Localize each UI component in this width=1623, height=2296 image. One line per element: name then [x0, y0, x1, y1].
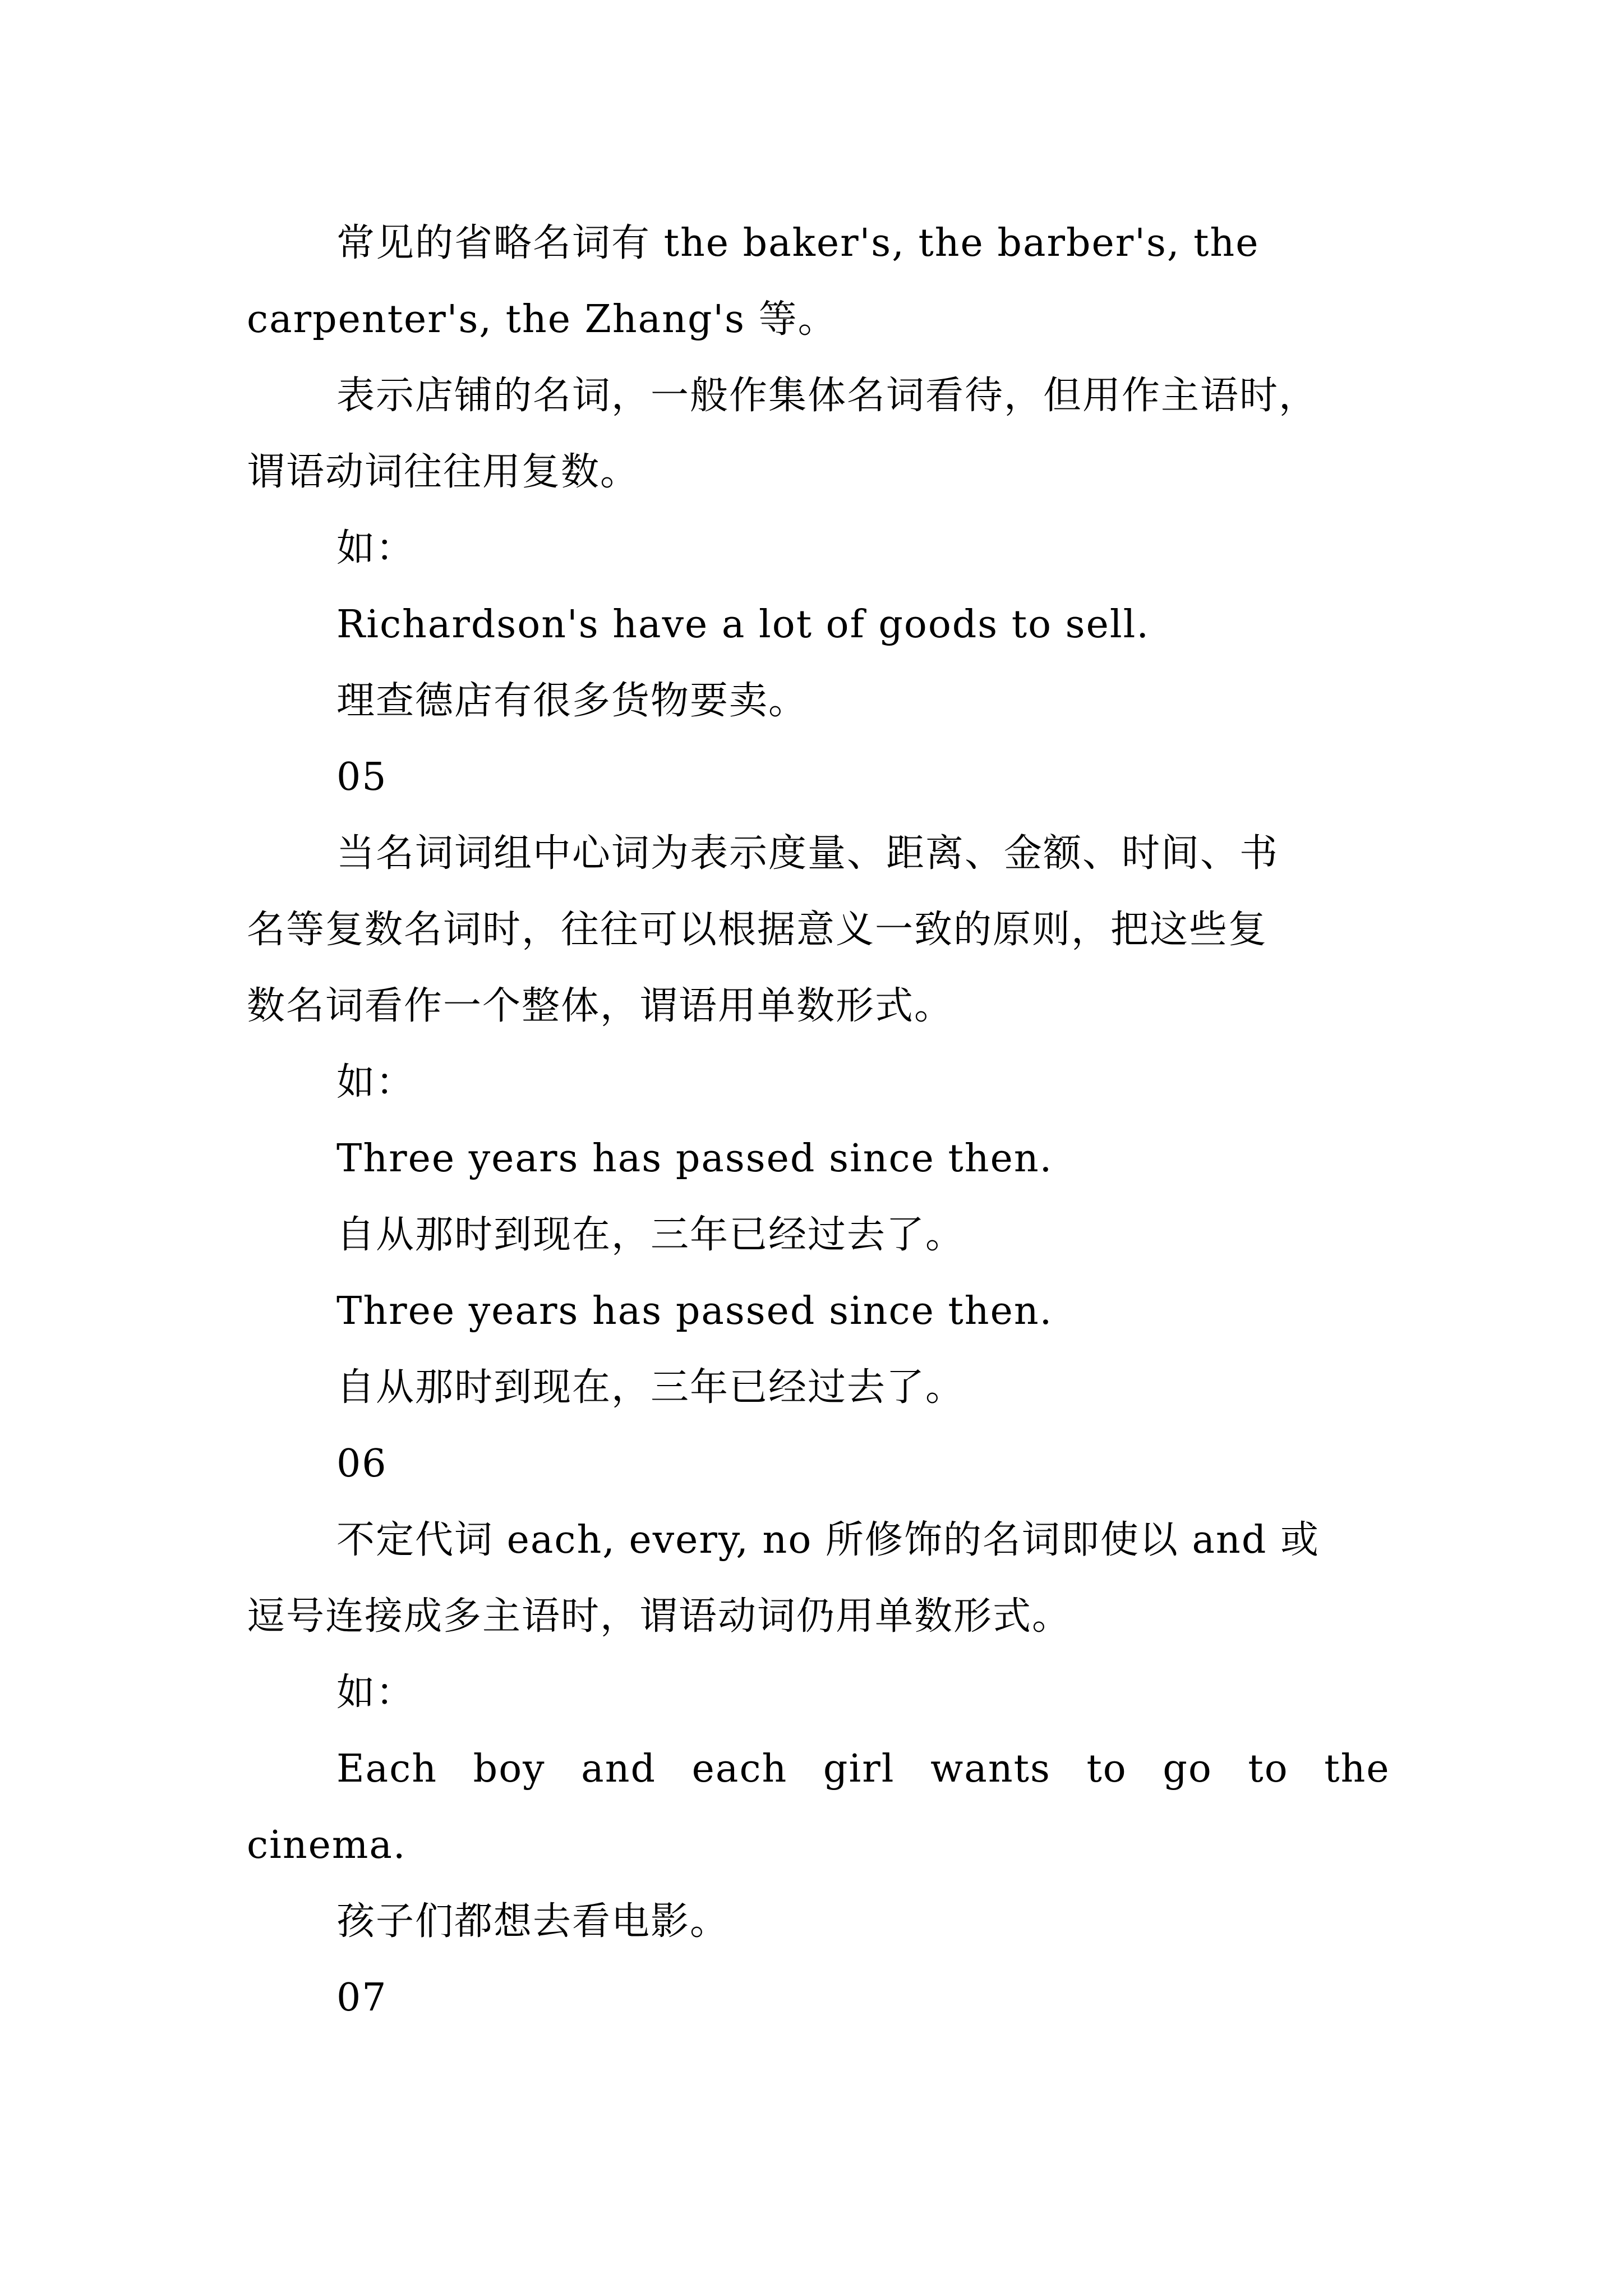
text-line: 谓语动词往往用复数。 [247, 450, 640, 494]
text-line: 自从那时到现在，三年已经过去了。 [336, 1213, 965, 1257]
text-line: 自从那时到现在，三年已经过去了。 [336, 1365, 965, 1410]
section-number: 07 [336, 1976, 388, 2020]
text-line: 如： [336, 1060, 416, 1105]
text-line: 数名词看作一个整体，谓语用单数形式。 [247, 984, 954, 1028]
text-line: Three years has passed since then. [336, 1137, 1053, 1181]
text-line: Each boy and each girl wants to go to the [336, 1747, 1390, 1791]
text-line: 当名词词组中心词为表示度量、距离、金额、时间、书 [336, 831, 1279, 876]
text-line: 不定代词 each, every, no 所修饰的名词即使以 and 或 [336, 1518, 1320, 1562]
text-line: 孩子们都想去看电影。 [336, 1899, 730, 1944]
text-line: 理查德店有很多货物要卖。 [336, 679, 808, 723]
text-line: 常见的省略名词有 the baker's, the barber's, the [336, 221, 1260, 265]
text-line: 表示店铺的名词，一般作集体名词看待，但用作主语时， [336, 374, 1318, 418]
text-line: 如： [336, 1671, 416, 1715]
text-line: Richardson's have a lot of goods to sell. [336, 602, 1150, 647]
text-line: carpenter's, the Zhang's 等。 [247, 297, 837, 342]
section-number: 05 [336, 755, 388, 799]
text-line: 逗号连接成多主语时，谓语动词仍用单数形式。 [247, 1594, 1072, 1639]
text-line: cinema. [247, 1823, 407, 1867]
text-line: 如： [336, 526, 416, 570]
text-line: 名等复数名词时，往往可以根据意义一致的原则，把这些复 [247, 908, 1268, 952]
text-line: Three years has passed since then. [336, 1289, 1053, 1333]
section-number: 06 [336, 1442, 388, 1486]
